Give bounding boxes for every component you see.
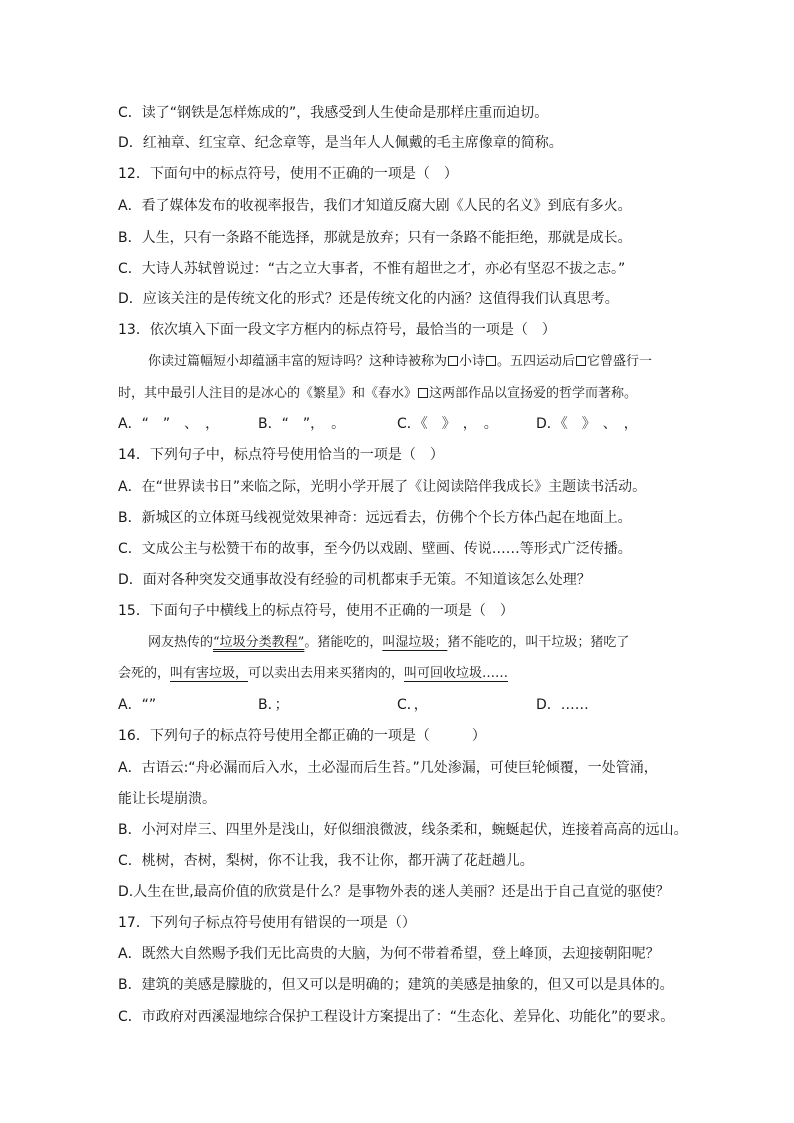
option-13c: C．《 》 ， 。 xyxy=(397,416,498,432)
passage-text: 。猪能吃的， xyxy=(304,635,383,650)
option-12b: B．人生，只有一条路不能选择，那就是放弃；只有一条路不能拒绝，那就是成长。 xyxy=(118,230,632,246)
option-17c: C．市政府对西溪湿地综合保护工程设计方案提出了：“生态化、差异化、功能化”的要求。 xyxy=(118,1009,675,1025)
option-14b: B．新城区的立体斑马线视觉效果神奇：远远看去，仿佛个个长方体凸起在地面上。 xyxy=(118,510,632,526)
passage-15-line2 xyxy=(118,665,508,683)
passage-text: 这两部作品以宣扬爱的哲学而著称。 xyxy=(429,386,638,401)
passage-text: 时，其中最引人注目的是冰心的《繁星》和《春水》 xyxy=(118,386,418,401)
option-13d: D．《 》 、 ， xyxy=(536,416,638,432)
question-13: 13．依次填入下面一段文字方框内的标点符号，最恰当的一项是（ ） xyxy=(118,322,556,338)
question-12: 12．下面句中的标点符号，使用不正确的一项是（ ） xyxy=(118,166,458,182)
option-12c: C．大诗人苏轼曾说过：“古之立大事者，不惟有超世之才，亦必有坚忍不拔之志。” xyxy=(118,261,626,277)
blank-box xyxy=(576,356,586,366)
passage-13-line2 xyxy=(118,385,637,403)
blank-box xyxy=(486,356,496,366)
blank-box xyxy=(448,356,458,366)
options-15 xyxy=(0,696,794,714)
underlined-text: 叫湿垃圾； xyxy=(382,635,448,650)
option-16a-line2: 能让长堤崩溃。 xyxy=(118,791,216,807)
option-14c: C．文成公主与松赞干布的故事，至今仍以戏剧、壁画、传说……等形式广泛传播。 xyxy=(118,541,632,557)
option-16c: C．桃树，杏树，梨树，你不让我，我不让你，都开满了花赶趟儿。 xyxy=(118,853,534,869)
option-14a: A．在“世界读书日”来临之际，光明小学开展了《让阅读陪伴我成长》主题读书活动。 xyxy=(118,479,647,495)
option-15c: C．， xyxy=(397,697,428,713)
passage-text: 网友热传的 xyxy=(148,635,214,650)
blank-box xyxy=(418,388,428,398)
option-16b: B．小河对岸三、四里外是浅山，好似细浪微波，线条柔和，蜿蜒起伏，连接着高高的远山。 xyxy=(118,822,688,838)
option-15a: A．“” xyxy=(118,697,157,713)
underlined-text: 叫有害垃圾， xyxy=(170,666,249,681)
option-17b: B．建筑的美感是朦胧的，但又可以是明确的；建筑的美感是抽象的，但又可以是具体的。 xyxy=(118,977,674,993)
option-17a: A．既然大自然赐予我们无比高贵的大脑，为何不带着希望，登上峰顶，去迎接朝阳呢？ xyxy=(118,946,660,962)
option-13b: B．“ ”， 。 xyxy=(258,416,346,432)
underlined-text: “垃圾分类教程” xyxy=(213,635,305,650)
passage-text: 它曾盛行一 xyxy=(587,354,653,369)
option-12a: A．看了媒体发布的收视率报告，我们才知道反腐大剧《人民的名义》到底有多火。 xyxy=(118,198,632,214)
question-14: 14．下列句子中，标点符号使用恰当的一项是（ ） xyxy=(118,447,444,463)
option-12d: D．应该关注的是传统文化的形式？还是传统文化的内涵？这值得我们认真思考。 xyxy=(118,291,619,307)
passage-13-line1 xyxy=(148,353,652,371)
options-13 xyxy=(0,415,794,433)
question-16: 16．下列句子的标点符号使用全都正确的一项是（ ） xyxy=(118,728,486,744)
option-16a-line1: A．古语云:“舟必漏而后入水，土必湿而后生苔。”几处渗漏，可使巨轮倾覆，一处管涌， xyxy=(118,760,658,776)
option-11d: D．红袖章、红宝章、纪念章等，是当年人人佩戴的毛主席像章的简称。 xyxy=(118,135,563,151)
option-16d: D.人生在世,最高价值的欣赏是什么？是事物外表的迷人美丽？还是出于自己直觉的驱使？ xyxy=(118,884,670,900)
underlined-text: 叫可回收垃圾…… xyxy=(404,666,509,681)
option-15b: B．； xyxy=(258,697,289,713)
passage-text: 猪不能吃的，叫干垃圾；猪吃了 xyxy=(447,635,630,650)
option-11c: C．读了“钢铁是怎样炼成的”，我感受到人生使命是那样庄重而迫切。 xyxy=(118,105,549,121)
passage-text: 会死的， xyxy=(118,666,171,681)
question-15: 15．下面句子中横线上的标点符号，使用不正确的一项是（ ） xyxy=(118,603,514,619)
passage-15-line1 xyxy=(148,634,629,652)
question-17: 17．下列句子标点符号使用有错误的一项是（） xyxy=(118,915,416,931)
passage-text: 小诗 xyxy=(459,354,486,369)
option-14d: D．面对各种突发交通事故没有经验的司机都束手无策。不知道该怎么处理？ xyxy=(118,572,591,588)
option-15d: D．…… xyxy=(536,697,589,713)
passage-text: 你读过篇幅短小却蕴涵丰富的短诗吗？这种诗被称为 xyxy=(148,354,448,369)
passage-text: 。五四运动后 xyxy=(497,354,576,369)
option-13a: A．“ ” 、 ， xyxy=(118,416,220,432)
passage-text: 可以卖出去用来买猪肉的， xyxy=(248,666,405,681)
